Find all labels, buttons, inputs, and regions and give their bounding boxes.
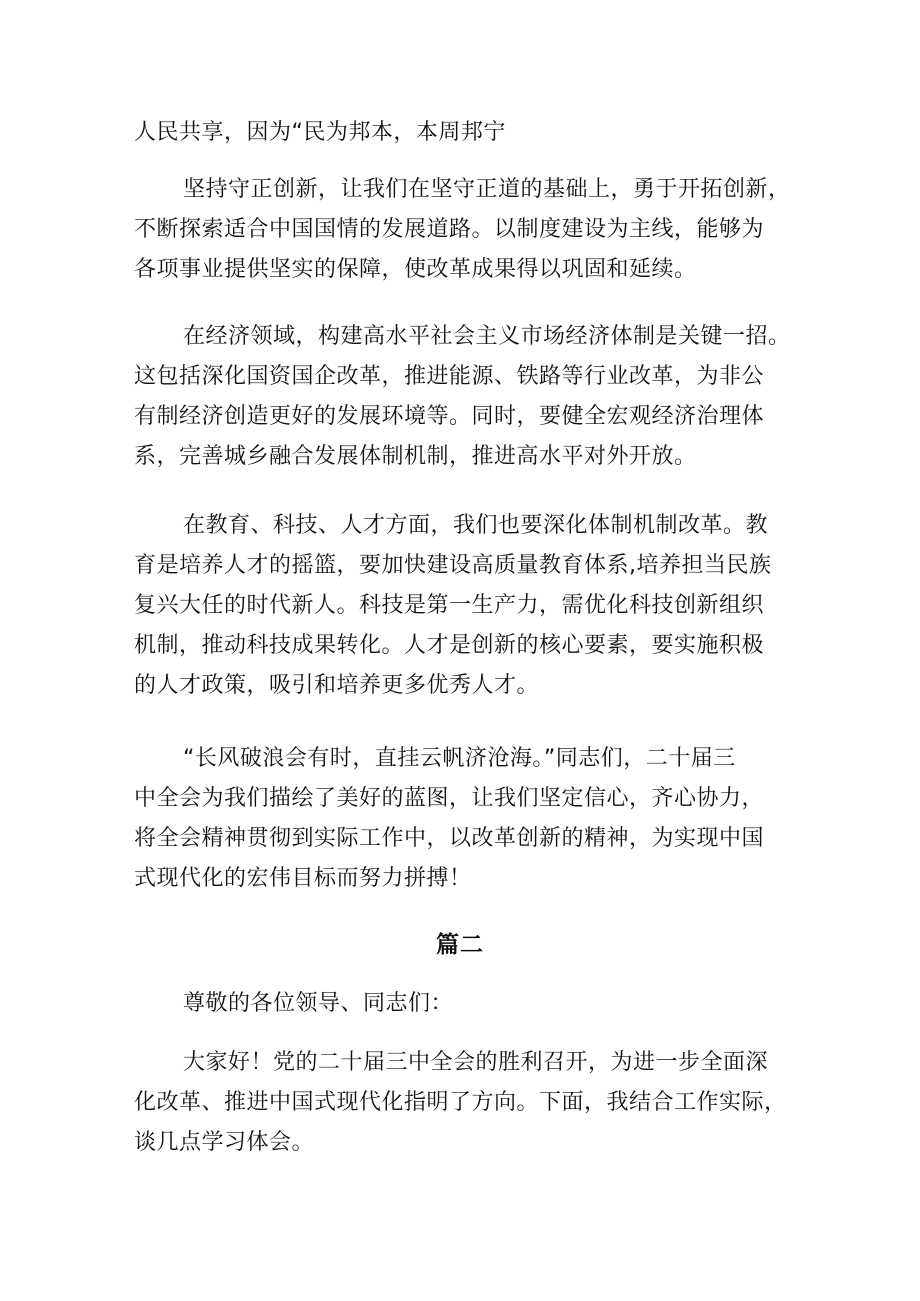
- paragraph-economy: [134, 317, 796, 477]
- section-heading: 篇二: [436, 932, 484, 958]
- text-line: 机制，推动科技成果转化。人才是创新的核心要素，要实施积极: [134, 633, 765, 658]
- paragraph-innovation: [134, 170, 796, 290]
- text-line: 有制经济创造更好的发展环境等。同时，要健全宏观经济治理体: [134, 404, 765, 429]
- text-line: 育是培养人才的摇篮，要加快建设高质量教育体系,培养担当民族: [134, 553, 772, 578]
- paragraph-education: [134, 506, 796, 706]
- greeting-line: [134, 984, 796, 1024]
- paragraph-intro: [134, 1043, 796, 1163]
- text-line: 大家好！党的二十届三中全会的胜利召开，为进一步全面深: [183, 1050, 769, 1075]
- text-line: 人民共享，因为“民为邦本，本周邦宁: [134, 120, 506, 145]
- text-line: 各项事业提供坚实的保障，使改革成果得以巩固和延续。: [134, 257, 697, 282]
- paragraph-continuation: [134, 113, 796, 153]
- text-line: 将全会精神贯彻到实际工作中，以改革创新的精神，为实现中国: [134, 826, 765, 851]
- text-line: 系，完善城乡融合发展体制机制，推进高水平对外开放。: [134, 444, 697, 469]
- text-line: 化改革、推进中国式现代化指明了方向。下面，我结合工作实际，: [134, 1090, 787, 1115]
- text-line: 的人才政策，吸引和培养更多优秀人才。: [134, 673, 540, 698]
- text-line: 这包括深化国资国企改革，推进能源、铁路等行业改革，为非公: [134, 364, 765, 389]
- text-line: 不断探索适合中国国情的发展道路。以制度建设为主线，能够为: [134, 217, 765, 242]
- text-line: 在教育、科技、人才方面，我们也要深化体制机制改革。教: [183, 513, 769, 538]
- text-line: 复兴大任的时代新人。科技是第一生产力，需优化科技创新组织: [134, 593, 765, 618]
- text-line: 在经济领域，构建高水平社会主义市场经济体制是关键一招。: [183, 324, 791, 349]
- paragraph-closing: [134, 739, 796, 899]
- text-line: 中全会为我们描绘了美好的蓝图，让我们坚定信心，齐心协力，: [134, 786, 765, 811]
- text-line: 谈几点学习体会。: [134, 1130, 315, 1155]
- text-line: 式现代化的宏伟目标而努力拼搏！: [134, 866, 472, 891]
- text-line: “长风破浪会有时，直挂云帆济沧海。”同志们，二十届三: [183, 746, 736, 771]
- text-line: 坚持守正创新，让我们在坚守正道的基础上，勇于开拓创新，: [183, 177, 791, 202]
- text-line: 尊敬的各位领导、同志们：: [183, 991, 454, 1016]
